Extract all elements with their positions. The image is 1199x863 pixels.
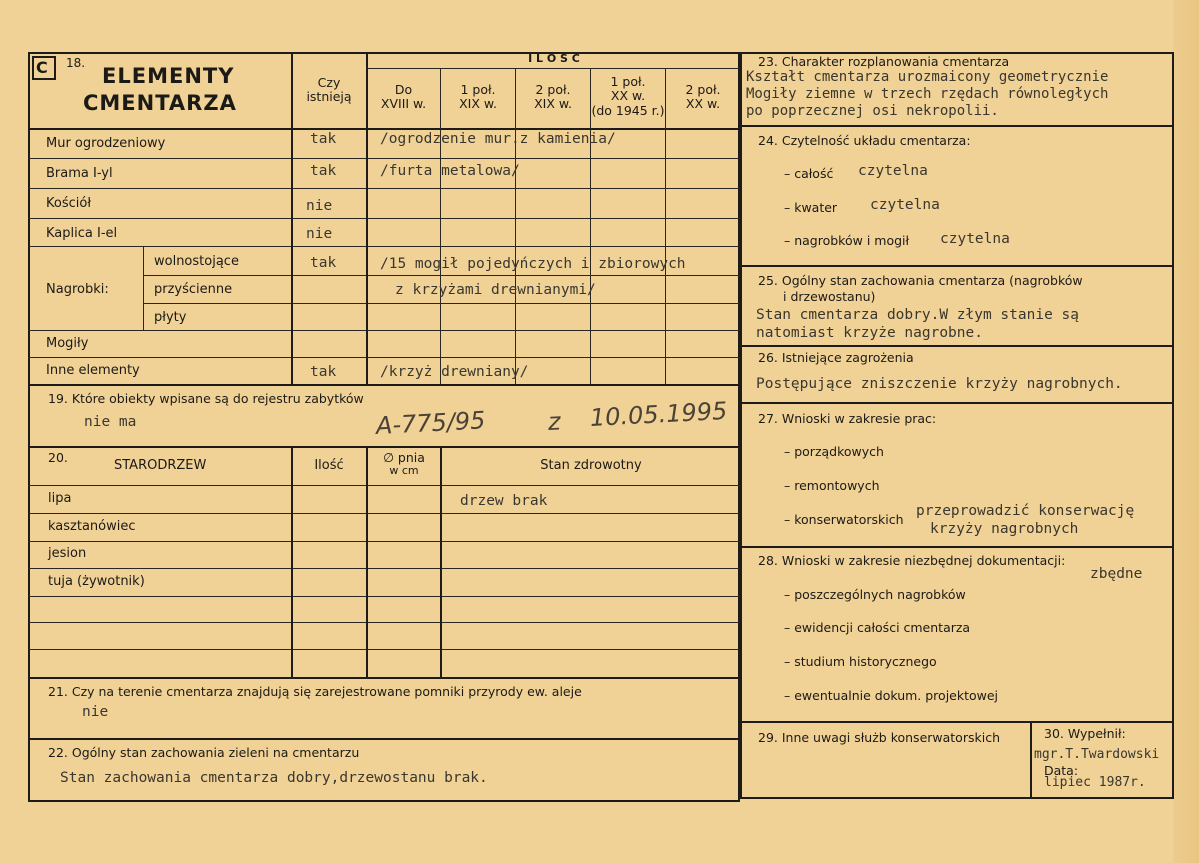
card-edge — [1173, 0, 1199, 863]
s20-col-fi: ∅ pnia w cm — [383, 450, 425, 477]
s23-line1: Kształt cmentarza urozmaicony geometrycznie — [746, 69, 1109, 85]
s20-top — [28, 446, 740, 448]
grid-line — [143, 246, 144, 330]
s26-bottom — [740, 402, 1174, 404]
s20-col-stan: Stan zdrowotny — [540, 458, 642, 473]
s30-name: mgr.T.Twardowski — [1034, 747, 1160, 762]
row-nagrobki: Nagrobki: — [46, 282, 109, 297]
s29-label: 29. Inne uwagi służb konserwatorskich — [758, 730, 1000, 745]
row-inne: Inne elementy — [46, 363, 140, 378]
grid-line — [143, 275, 740, 276]
brama-exists-value: tak — [310, 163, 337, 179]
s28-item-1: – poszczególnych nagrobków — [784, 587, 966, 602]
s25-label-line1: 25. Ogólny stan zachowania cmentarza (nagrobków — [758, 273, 1083, 288]
col-1-pol-xx: 1 poł. XX w. (do 1945 r.) — [591, 74, 665, 118]
kosciol-exists-value: nie — [306, 198, 333, 214]
s21-value: nie — [82, 704, 109, 720]
mur-exists-value: tak — [310, 131, 337, 147]
s23-label: 23. Charakter rozplanowania cmentarza — [758, 54, 1010, 69]
s22-label: 22. Ogólny stan zachowania zieleni na cmentarzu — [48, 745, 360, 760]
tree-jesion: jesion — [48, 546, 87, 561]
s22-value: Stan zachowania cmentarza dobry,drzewostanu brak. — [60, 770, 488, 786]
s25-line2: natomiast krzyże nagrobne. — [756, 325, 983, 341]
s18-header-bottom — [28, 128, 740, 130]
s28-item-3: – studium historycznego — [784, 654, 937, 669]
s26-label: 26. Istniejące zagrożenia — [758, 350, 914, 365]
col-2-pol-xix: 2 poł. XIX w. — [534, 82, 572, 112]
inne-exists-value: tak — [310, 364, 337, 380]
s24-item-calosc: – całość — [784, 166, 834, 181]
col-2-pol-xx: 2 poł. XX w. — [685, 82, 721, 112]
s24-value-calosc: czytelna — [858, 163, 928, 179]
s24-value-nagrobki: czytelna — [940, 231, 1010, 247]
grid-line — [28, 596, 740, 597]
s21-bottom — [28, 738, 740, 740]
row-wolnostojace: wolnostojące — [154, 254, 239, 269]
grid-line — [28, 158, 740, 159]
row-kosciol: Kościół — [46, 196, 92, 211]
grid-line — [440, 446, 442, 677]
grid-line — [665, 68, 666, 384]
s24-label: 24. Czytelność układu cmentarza: — [758, 133, 971, 148]
brama-desc-value: /furta metalowa/ — [380, 163, 520, 179]
grid-line — [28, 218, 740, 219]
s23-line3: po poprzecznej osi nekropolii. — [746, 103, 999, 119]
ilosc-header: I L O Ś Ć — [528, 52, 580, 65]
mur-desc-value: /ogrodzenie mur.z kamienia/ — [380, 131, 616, 147]
s28-label: 28. Wnioski w zakresie niezbędnej dokumentacji: — [758, 553, 1066, 568]
s18-title-line1: ELEMENTY — [102, 64, 235, 88]
grid-line — [515, 68, 516, 384]
col-do-xviii: Do XVIII w. — [380, 82, 427, 112]
tree-tuja: tuja (żywotnik) — [48, 574, 145, 589]
col-exists-header: Czy istnieją — [306, 75, 352, 105]
s24-item-nagrobki: – nagrobków i mogił — [784, 233, 910, 248]
s24-bottom — [740, 265, 1174, 267]
wolno-desc-line2: z krzyżami drewnianymi/ — [395, 282, 596, 298]
wolno-desc-line1: /15 mogił pojedyńczych i zbiorowych — [380, 256, 686, 272]
s25-line1: Stan cmentarza dobry.W złym stanie są — [756, 307, 1080, 323]
s20-col-ilosc: Ilość — [314, 458, 344, 473]
col-1-pol-xix: 1 poł. XIX w. — [459, 82, 497, 112]
grid-line — [440, 68, 441, 384]
s27-item-porzadkowych: – porządkowych — [784, 444, 884, 459]
grid-line — [143, 303, 740, 304]
s21-label: 21. Czy na terenie cmentarza znajdują się zarejestrowane pomniki przyrody ew. aleje — [48, 684, 582, 699]
s18-title-line2: CMENTARZA — [83, 91, 237, 115]
s19-value: nie ma — [84, 414, 137, 430]
s18-bottom — [28, 384, 740, 386]
s25-bottom — [740, 345, 1174, 347]
tree-lipa: lipa — [48, 491, 72, 506]
s29-s30-divider — [1030, 721, 1032, 799]
grid-line — [28, 188, 740, 189]
s26-value: Postępujące zniszczenie krzyży nagrobnych. — [756, 376, 1123, 392]
grid-line — [291, 446, 293, 677]
wolno-exists-value: tak — [310, 255, 337, 271]
s30-label: 30. Wypełnił: — [1044, 726, 1126, 741]
row-plyty: płyty — [154, 310, 187, 325]
row-przyscienne: przyścienne — [154, 282, 233, 297]
grid-line — [28, 357, 740, 358]
grid-line — [28, 568, 740, 569]
s20-stan-value: drzew brak — [460, 493, 548, 509]
s30-date-value: lipiec 1987r. — [1044, 775, 1146, 790]
s23-bottom — [740, 125, 1174, 127]
tree-kasztanowiec: kasztanówiec — [48, 519, 136, 534]
grid-line — [28, 622, 740, 623]
s28-item-4: – ewentualnie dokum. projektowej — [784, 688, 999, 703]
inne-desc-value: /krzyż drewniany/ — [380, 364, 529, 380]
grid-line — [28, 649, 740, 650]
row-mogily: Mogiły — [46, 336, 89, 351]
s23-line2: Mogiły ziemne w trzech rzędach równoległych — [746, 86, 1109, 102]
s24-value-kwater: czytelna — [870, 197, 940, 213]
s18-number: 18. — [66, 56, 86, 70]
s30-date-label: Data: — [1044, 763, 1079, 778]
s20-bottom — [28, 677, 740, 679]
s19-handwritten-ref: A-775/95 — [375, 406, 487, 440]
s20-title: STARODRZEW — [114, 458, 207, 473]
grid-line — [28, 513, 740, 514]
row-mur: Mur ogrodzeniowy — [46, 136, 166, 151]
s19-handwritten-z: z — [547, 407, 562, 436]
s19-handwritten-date: 10.05.1995 — [589, 396, 728, 432]
grid-line — [28, 485, 740, 486]
row-kaplica: Kaplica I-el — [46, 226, 118, 241]
kaplica-exists-value: nie — [306, 226, 333, 242]
grid-line — [366, 68, 740, 69]
s28-value: zbędne — [1090, 566, 1143, 582]
s28-bottom — [740, 721, 1174, 723]
grid-line — [28, 541, 740, 542]
s27-item-konserwatorskich: – konserwatorskich — [784, 512, 904, 527]
grid-line — [28, 246, 740, 247]
s27-bottom — [740, 546, 1174, 548]
s27-value-line2: krzyży nagrobnych — [930, 521, 1079, 537]
category-letter: C — [36, 58, 48, 77]
s19-label: 19. Które obiekty wpisane są do rejestru zabytków — [48, 391, 364, 406]
s27-value-line1: przeprowadzić konserwację — [916, 503, 1135, 519]
grid-line — [28, 330, 740, 331]
s25-label-line2: i drzewostanu) — [783, 289, 876, 304]
s24-item-kwater: – kwater — [784, 200, 838, 215]
row-brama: Brama I-yl — [46, 166, 113, 181]
s27-label: 27. Wnioski w zakresie prac: — [758, 411, 937, 426]
grid-line — [366, 446, 368, 677]
s28-item-2: – ewidencji całości cmentarza — [784, 620, 971, 635]
s27-item-remontowych: – remontowych — [784, 478, 880, 493]
s20-number: 20. — [48, 450, 68, 465]
